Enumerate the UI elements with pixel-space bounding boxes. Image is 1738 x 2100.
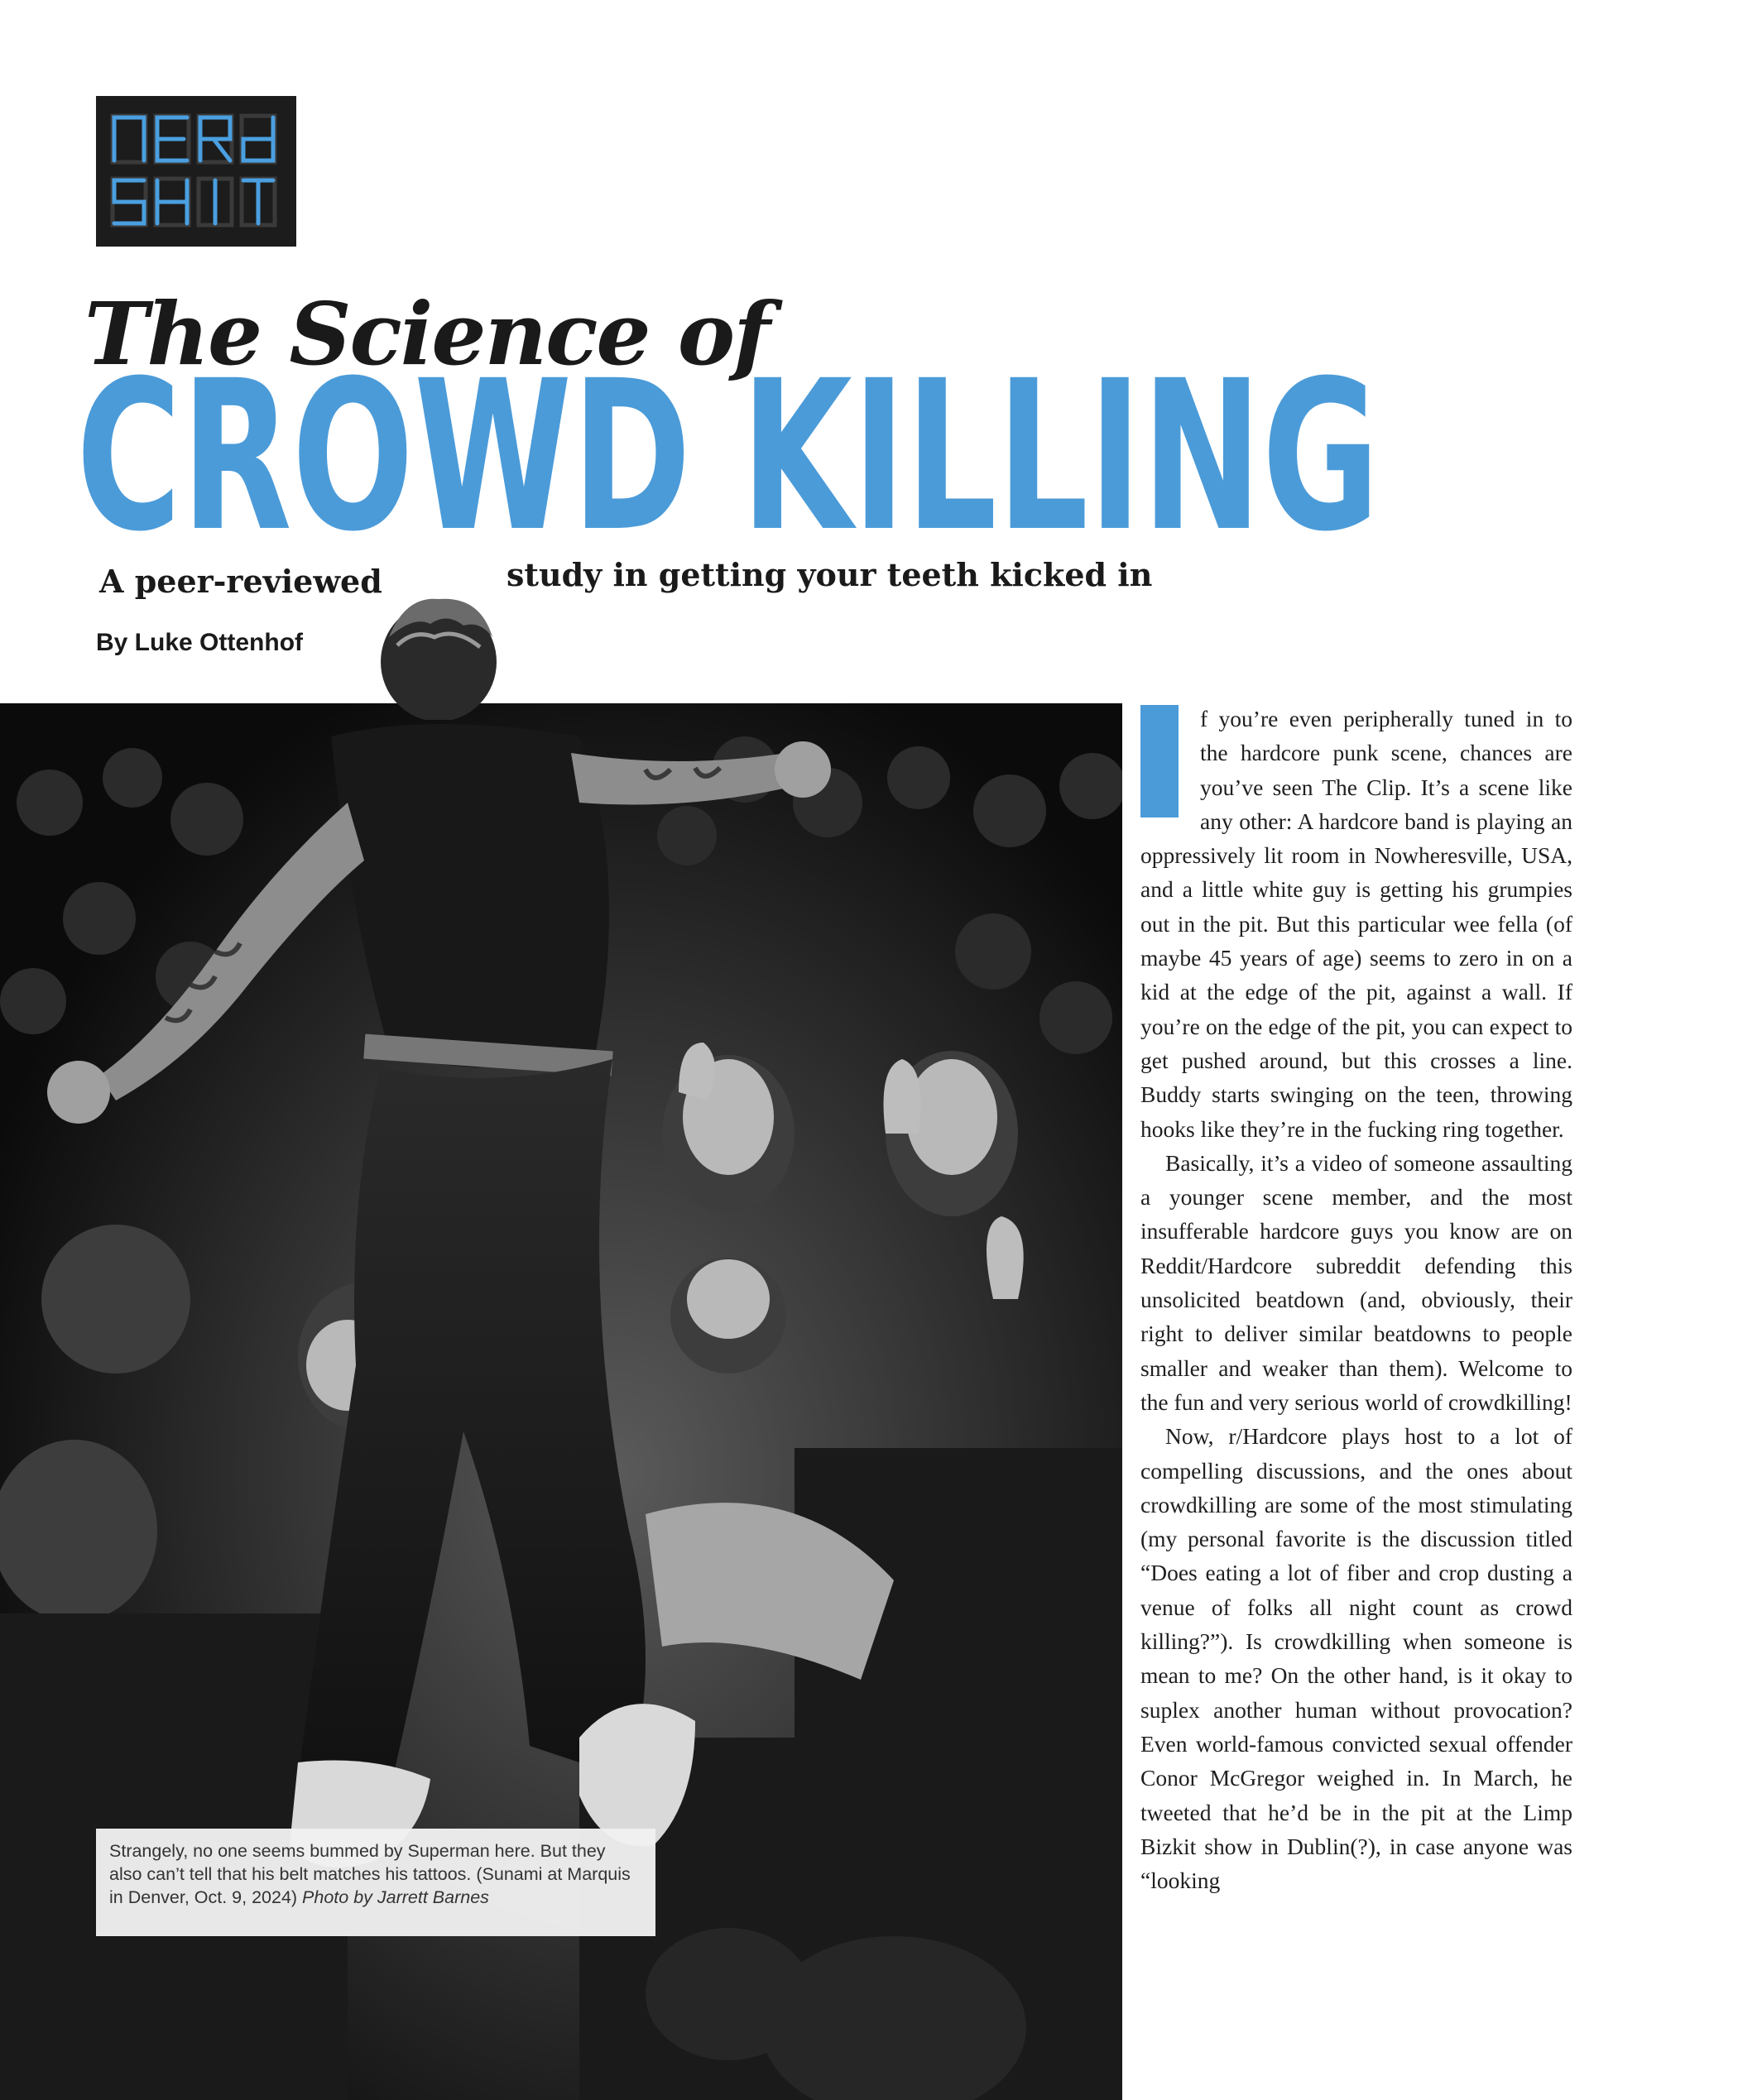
paragraph-text: f you’re even peripherally tuned in to the hardcore punk scene, chances are you’ve seen The Clip. It’s a scene like any other: A hardcore band is playing an oppressively lit room in Nowheresville, USA, and a little white guy is getting his grumpies out in the pit. But this particular wee fella (of maybe 45 years of age) seems to zero in on a kid at the edge of the pit, against a wall. If you’re on the edge of the pit, you can expect to get pushed around, but this crosses a line. Buddy starts swinging on the teen, throwing hooks like they’re in the fucking ring together. — [1140, 706, 1572, 1142]
article-paragraph-1 — [1140, 702, 1572, 1146]
caption-credit: Photo by Jarrett Barnes — [302, 1887, 489, 1907]
seven-segment-logo-art — [106, 108, 286, 235]
photo-head-overflow — [356, 579, 521, 720]
headline-title — [76, 362, 1384, 553]
headline-kicker: The Science of — [84, 283, 769, 385]
headline-title-text: CROWD KILLING — [76, 362, 1380, 553]
drop-cap — [1140, 705, 1179, 817]
dek-left: A peer-reviewed — [99, 563, 382, 600]
dek-right: study in getting your teeth kicked in — [507, 556, 1153, 593]
nerd-shit-logo — [96, 96, 296, 247]
photo-caption — [96, 1829, 655, 1936]
article-body — [1140, 702, 1572, 1897]
caption-text: Strangely, no one seems bummed by Superman here. But they also can’t tell that his belt matches his tattoos. (Sunami at Marquis in Denver, Oct. 9, 2024) — [109, 1841, 631, 1907]
byline: By Luke Ottenhof — [96, 629, 304, 656]
article-paragraph-3: Now, r/Hardcore plays host to a lot of compelling discussions, and the ones about crowdkilling are some of the most stimulating (my personal favorite is the discussion titled “Does eating a lot of fiber and crop dusting a venue of folks all night count as crowd killing?”). Is crowdkilling when someone is mean to me? On the other hand, is it okay to suplex another human without provocation? Even world-famous convicted sexual offender Conor McGregor weighed in. In March, he tweeted that he’d be in the pit at the Limp Bizkit show in Dublin(?), in case anyone was “looking — [1140, 1423, 1572, 1894]
article-paragraph-2: Basically, it’s a video of someone assaulting a younger scene member, and the most insufferable hardcore guys you know are on Reddit/Hardcore subreddit defending this unsolicited beatdown (and, obviously, their right to deliver similar beatdowns to people smaller and weaker than them). Welcome to the fun and very serious world of crowdkilling! — [1140, 1149, 1572, 1415]
